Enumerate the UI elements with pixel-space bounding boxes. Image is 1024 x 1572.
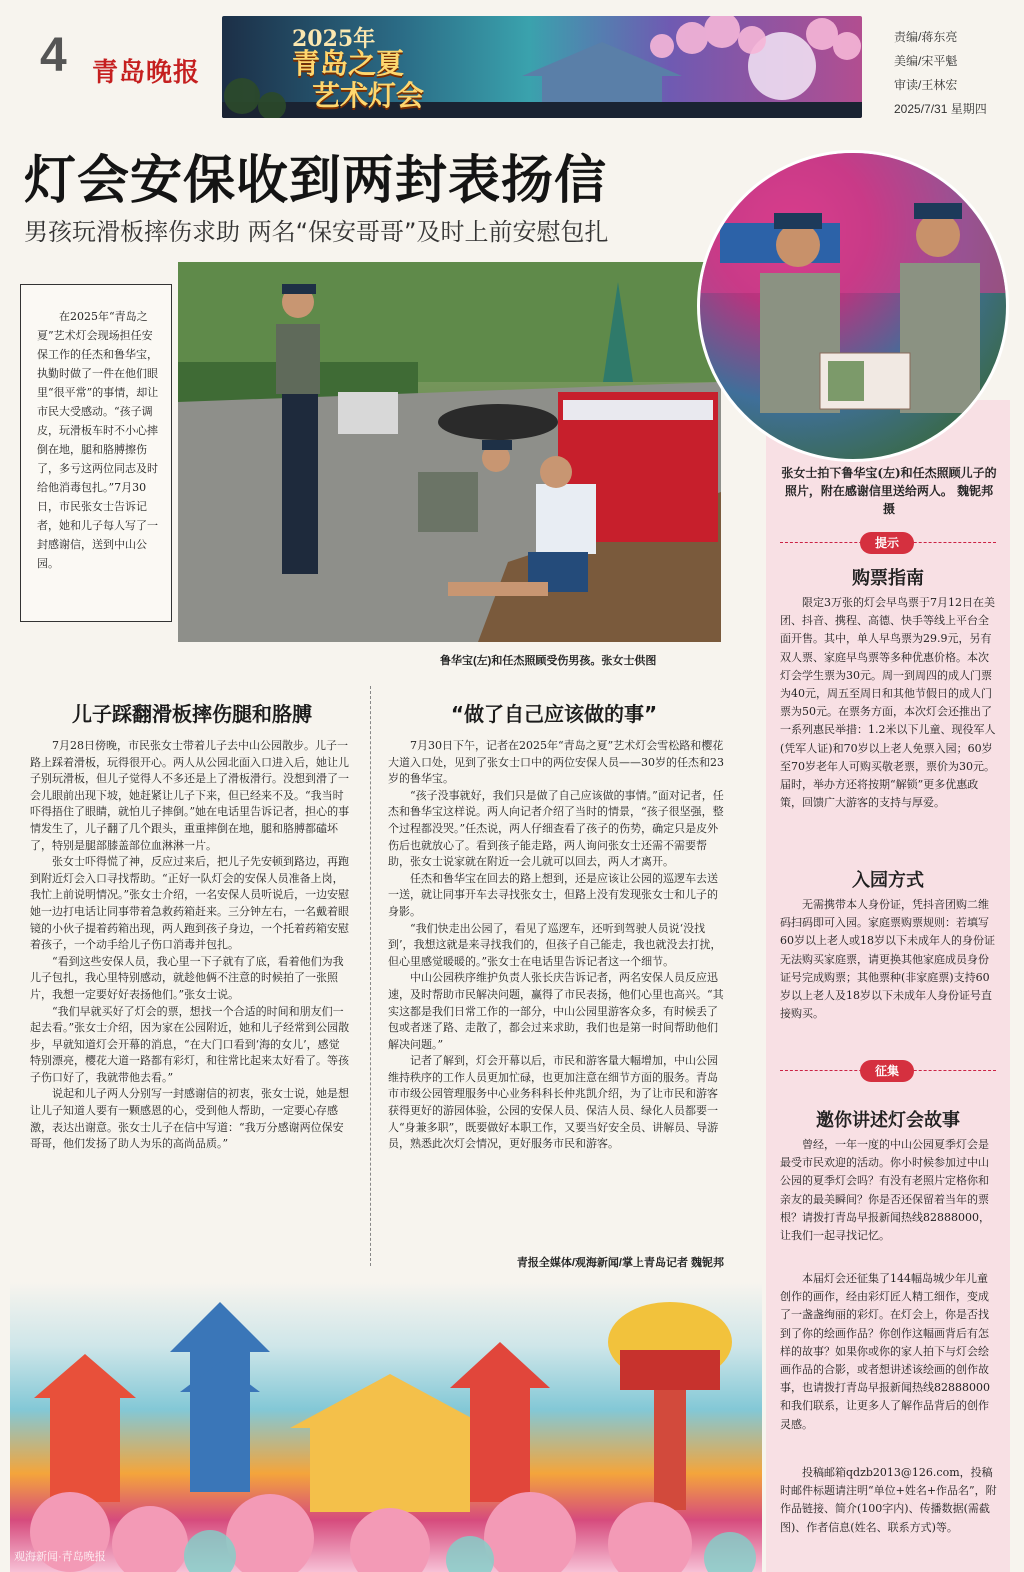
staff-editor: 责编/蒋东亮: [894, 30, 958, 44]
ticket-guide-body: 限定3万张的灯会早鸟票于7月12日在美团、抖音、携程、高德、快手等线上平台全面开售。其中，单人早鸟票为29.9元，另有双人票、家庭早鸟票等多种优惠价格。本次灯会学生票为30元。周一到周四的成人门票为40元，周五至周日和其他节假日的成人门票为50元。在票务方面，本次灯会还推出了一系列惠民举措：1.2米以下儿童、现役军人(凭军人证)和70岁以上老人免票入园；60岁至70岁老年人可购买敬老票，票价为30元。届时，举办方还将按期“解锁”更多优惠政策，回馈广大游客的支持与厚爱。: [780, 596, 996, 810]
lead-text: 在2025年“青岛之夏”艺术灯会现场担任安保工作的任杰和鲁华宝，执勤时做了一件在他们眼里“很平常”的事情，却让市民大受感动。“孩子调皮，玩滑板车时不小心摔倒在地，腿和胳膊擦伤了，多亏这两位同志及时给他消毒包扎。”7月30日，市民张女士告诉记者，她和儿子每人写了一封感谢信，送到中山公园。: [37, 310, 159, 570]
ticket-guide-title: 购票指南: [852, 568, 924, 589]
round-photo-art: [700, 153, 1006, 459]
banner-title-line2: 艺术灯会: [312, 79, 425, 112]
story-call-body-1: 曾经，一年一度的中山公园夏季灯会是最受市民欢迎的活动。你小时候参加过中山公园的夏季灯会吗？有没有老照片定格你和亲友的最美瞬间？你是否还保留着当年的票根？请拨打青岛早报新闻热线82888000，让我们一起寻找记忆。: [780, 1138, 990, 1243]
lead-box: [20, 284, 172, 622]
page-number: 4: [40, 29, 67, 82]
left-article-paragraph: “我们早就买好了灯会的票，想找一个合适的时间和朋友们一起去看。”张女士介绍，因为家在公园附近，她和儿子经常到公园散步，早就知道灯会开幕的消息，“在大门口看到‘海的女儿’，感觉特别漂亮，樱花大道一路都有彩灯，和往常比起来太好看了。等孩子伤口好了，我就带他去看。”: [30, 1004, 350, 1084]
lantern-artwork: [10, 1282, 762, 1572]
entry-method-title: 入园方式: [852, 870, 924, 891]
staff-designer: 美编/宋平魁: [894, 54, 958, 68]
right-article-paragraph: 任杰和鲁华宝在回去的路上想到，还是应该让公园的巡逻车去送一送，就让同事开车去寻找张女士，但路上没有发现张女士和儿子的身影。: [388, 871, 718, 918]
right-article-paragraph: 7月30日下午，记者在2025年“青岛之夏”艺术灯会雪松路和樱花大道入口处，见到了张女士口中的两位安保人员——30岁的任杰和23岁的鲁华宝。: [388, 739, 724, 786]
banner-year: 2025年: [292, 26, 376, 52]
event-banner: [222, 16, 862, 118]
right-article-paragraph: “我们快走出公园了，看见了巡逻车，还听到驾驶人员说‘没找到’，我想这就是来寻找我们的，但孩子自己能走，我也就没去打扰，但心里感觉暖暖的。”张女士在电话里告诉记者这一个细节。: [388, 921, 722, 968]
newspaper-masthead: 青岛晚报: [92, 58, 201, 88]
staff-reviewer: 审读/王林宏: [894, 78, 958, 92]
round-photo: [697, 150, 1009, 462]
left-article-paragraph: 张女士吓得慌了神，反应过来后，把儿子先安顿到路边，再跑到附近灯会入口寻找帮助。“正好一队灯会的安保人员准备上岗，我忙上前说明情况。”张女士介绍，一名安保人员听说后，一边安慰她一边打电话让同事带着急救药箱赶来。三分钟左右，一名戴着眼镜的小伙子提着药箱出现，两人跑到孩子身边，一个托着药箱安慰着孩子，一个动手给儿子伤口消毒并包扎。: [30, 855, 350, 952]
story-call-body-3: 投稿邮箱qdzb2013@126.com，投稿时邮件标题请注明“单位+姓名+作品名”，附作品链接、简介(100字内)、传播数据(需截图)、作者信息(姓名、联系方式)等。: [780, 1466, 997, 1534]
column-divider: [370, 686, 371, 1266]
banner-title-line1: 青岛之夏: [292, 47, 405, 80]
story-call-body-2: 本届灯会还征集了144幅岛城少年儿童创作的画作，经由彩灯匠人精工细作，变成了一盏盏绚丽的彩灯。在灯会上，你是否找到了你的绘画作品？你创作这幅画背后有怎样的故事？如果你或你的家人拍下与灯会绘画作品的合影，或者想讲述该绘画的创作故事，也请拨打青岛早报新闻热线82888000和我们联系，让更多人了解作品背后的创作灵感。: [780, 1272, 990, 1431]
left-article-paragraph: 7月28日傍晚，市民张女士带着儿子去中山公园散步。儿子一路上踩着滑板，玩得很开心。两人从公园北面入口进入后，她让儿子别玩滑板，但儿子觉得人不多还是上了滑板滑行。没想到滑了一会儿眼前出现下坡，她赶紧让儿子下来，但已经来不及。“我当时吓得捂住了眼睛，就怕儿子摔倒。”她在电话里告诉记者，担心的事情发生了，儿子翻了几个跟头，重重摔倒在地，腿和胳膊都磕坏了，特别是腿部膝盖部位血淋淋一片。: [30, 739, 350, 852]
round-photo-caption: 张女士拍下鲁华宝(左)和任杰照顾儿子的照片，附在感谢信里送给两人。 魏铌邦 摄: [781, 466, 997, 516]
art-watermark: 观海新闻·青岛晚报: [14, 1551, 106, 1563]
story-call-title: 邀你讲述灯会故事: [816, 1110, 960, 1131]
left-article-paragraph: 说起和儿子两人分别写一封感谢信的初衷，张女士说，她是想让儿子知道人要有一颗感恩的心，受到他人帮助，一定要心存感激，表达出谢意。张女士儿子在信中写道：“我万分感谢两位保安哥哥，他们发扬了助人为乐的高尚品质。”: [30, 1087, 349, 1151]
main-photo-caption: 鲁华宝(左)和任杰照顾受伤男孩。张女士供图: [440, 655, 657, 667]
right-article-paragraph: 记者了解到，灯会开幕以后，市民和游客量大幅增加，中山公园维持秩序的工作人员更加忙碌，也更加注意在细节方面的服务。青岛市市级公园管理服务中心业务科科长仲兆凯介绍，为了让市民和游客获得更好的游园体验，公园的安保人员、保洁人员、绿化人员都要一人“身兼多职”，既要做好本职工作，又要当好安全员、讲解员、导游员，熟悉此次灯会情况，更好服务市民和游客。: [388, 1054, 719, 1151]
right-article-paragraph: “孩子没事就好，我们只是做了自己应该做的事情。”面对记者，任杰和鲁华宝这样说。两人向记者介绍了当时的情景，“孩子很坚强，整个过程都没哭。”任杰说，两人仔细查看了孩子的伤势，确定只是皮外伤后也就放心了。看到孩子能走路，两人询问张女士还需不需要帮助，张女士说家就在附近一会儿就可以回去，两人才离开。: [388, 788, 724, 869]
right-article-title: “做了自己应该做的事”: [450, 702, 658, 726]
tip-tag: 提示: [860, 532, 914, 554]
collect-tag: 征集: [860, 1060, 914, 1082]
right-article-body: [388, 738, 724, 1153]
left-article-paragraph: “看到这些安保人员，我心里一下子就有了底，看着他们为我儿子包扎，我心里特别感动，就趁他俩不注意的时候拍了一张照片，我想一定要好好表扬他们。”张女士说。: [30, 954, 344, 1001]
main-photo: [178, 262, 721, 642]
main-headline: 灯会安保收到两封表扬信: [24, 151, 608, 211]
issue-date: 2025/7/31 星期四: [894, 102, 987, 116]
lantern-artwork-art: [10, 1282, 762, 1572]
banner-title: [292, 48, 424, 112]
main-photo-art: [178, 262, 721, 642]
left-article-title: 儿子踩翻滑板摔伤腿和胳膊: [72, 702, 312, 726]
entry-method-body: 无需携带本人身份证，凭抖音团购二维码扫码即可入园。家庭票购票规则：若填写60岁以上老人或18岁以下未成年人的身份证无法购买家庭票，请更换其他家庭成员身份证号完成购票；其他票种(非家庭票)支持60岁以上老人及18岁以下未成年人身份证号直接购买。: [780, 898, 995, 1021]
article-byline: 青报全媒体/观海新闻/掌上青岛记者 魏铌邦: [516, 1257, 724, 1269]
right-article-paragraph: 中山公园秩序维护负责人张长庆告诉记者，两名安保人员反应迅速，及时帮助市民解决问题，赢得了市民表扬，他们心里也高兴。“其实这都是我们日常工作的一部分，中山公园里游客众多，有时候丢了包或者迷了路、走散了，都会过来求助，我们也是第一时间帮助他们解决问题。”: [388, 971, 724, 1051]
sub-headline: 男孩玩滑板摔伤求助 两名“保安哥哥”及时上前安慰包扎: [24, 218, 609, 246]
left-article-body: [30, 738, 350, 1153]
